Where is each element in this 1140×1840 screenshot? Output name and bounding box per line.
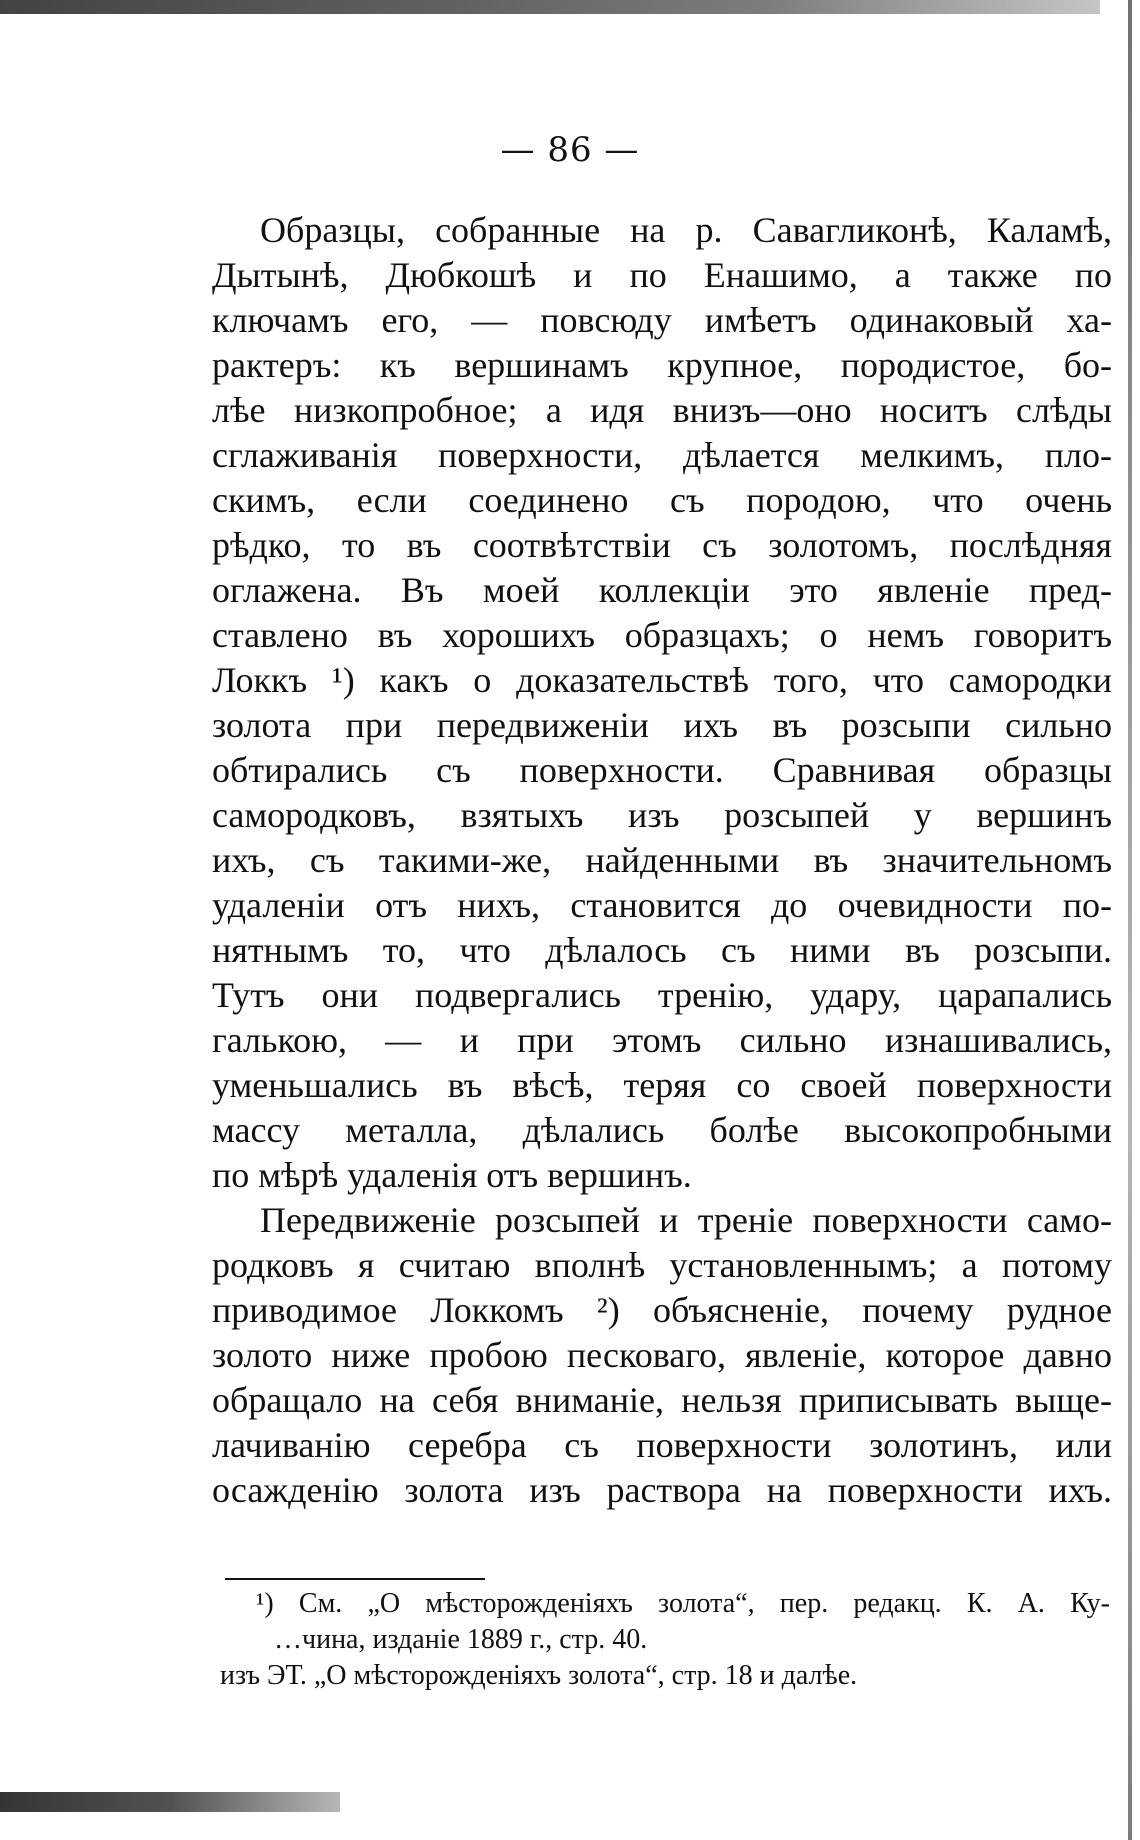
main-text xyxy=(212,208,1112,1513)
text-line: обращало на себя вниманіе, нельзя приписывать выще- xyxy=(212,1380,1112,1420)
text-line: самородковъ, взятыхъ изъ розсыпей у вершинъ xyxy=(212,795,1112,835)
text-line: родковъ я считаю вполнѣ установленнымъ; а потому xyxy=(212,1245,1112,1285)
footnote-divider xyxy=(225,1578,485,1580)
text-line: рѣдко, то въ соотвѣтствіи съ золотомъ, послѣдняя xyxy=(212,525,1112,565)
text-line: осажденію золота изъ раствора на поверхности ихъ. xyxy=(212,1470,1112,1510)
text-line: ихъ, съ такими-же, найденными въ значительномъ xyxy=(212,840,1112,880)
scan-edge-top xyxy=(0,0,1100,14)
text-line: лѣе низкопробное; а идя внизъ—оно носитъ слѣды xyxy=(212,390,1112,430)
page-number: — 86 — xyxy=(500,130,640,170)
text-line: нятнымъ то, что дѣлалось съ ними въ розсыпи. xyxy=(212,930,1112,970)
text-line: уменьшались въ вѣсѣ, теряя со своей поверхности xyxy=(212,1065,1112,1105)
text-line: галькою, — и при этомъ сильно изнашивались, xyxy=(212,1020,1112,1060)
text-line: скимъ, если соединено съ породою, что очень xyxy=(212,480,1112,520)
text-line: Передвиженіе розсыпей и треніе поверхности само- xyxy=(260,1200,1112,1240)
text-line: ставлено въ хорошихъ образцахъ; о немъ говоритъ xyxy=(212,615,1112,655)
text-line: ключамъ его, — повсюду имѣетъ одинаковый ха- xyxy=(212,300,1112,340)
footnotes xyxy=(220,1586,1110,1694)
footnote-line: …чина, изданіе 1889 г., стр. 40. xyxy=(274,1624,648,1655)
text-line: Дытынѣ, Дюбкошѣ и по Енашимо, а также по xyxy=(212,255,1112,295)
text-line: удаленіи отъ нихъ, становится до очевидности по- xyxy=(212,885,1112,925)
text-line: лачиванію серебра съ поверхности золотинъ, или xyxy=(212,1425,1112,1465)
scan-edge-right xyxy=(1128,0,1132,1840)
text-line: золото ниже пробою песковаго, явленіе, которое давно xyxy=(212,1335,1112,1375)
scan-edge-bottom xyxy=(0,1792,340,1812)
text-line: приводимое Локкомъ ²) объясненіе, почему рудное xyxy=(212,1290,1112,1330)
text-line: рактеръ: къ вершинамъ крупное, породистое, бо- xyxy=(212,345,1112,385)
footnote-line: изъ ЭТ. „О мѣсторожденіяхъ золота“, стр. 18 и далѣе. xyxy=(220,1660,858,1691)
text-line: Образцы, собранные на р. Савагликонѣ, Каламѣ, xyxy=(260,210,1112,250)
text-line: массу металла, дѣлались болѣе высокопробными xyxy=(212,1110,1112,1150)
text-line: обтирались съ поверхности. Сравнивая образцы xyxy=(212,750,1112,790)
footnote-line: ¹) См. „О мѣсторожденіяхъ золота“, пер. редакц. К. А. Ку- xyxy=(256,1588,1110,1619)
text-line: сглаживанія поверхности, дѣлается мелкимъ, пло- xyxy=(212,435,1112,475)
text-line: оглажена. Въ моей коллекціи это явленіе пред- xyxy=(212,570,1112,610)
text-line: Тутъ они подвергались тренію, удару, царапались xyxy=(212,975,1112,1015)
text-line: по мѣрѣ удаленія отъ вершинъ. xyxy=(212,1155,692,1195)
text-line: золота при передвиженіи ихъ въ розсыпи сильно xyxy=(212,705,1112,745)
text-line: Локкъ ¹) какъ о доказательствѣ того, что самородки xyxy=(212,660,1112,700)
